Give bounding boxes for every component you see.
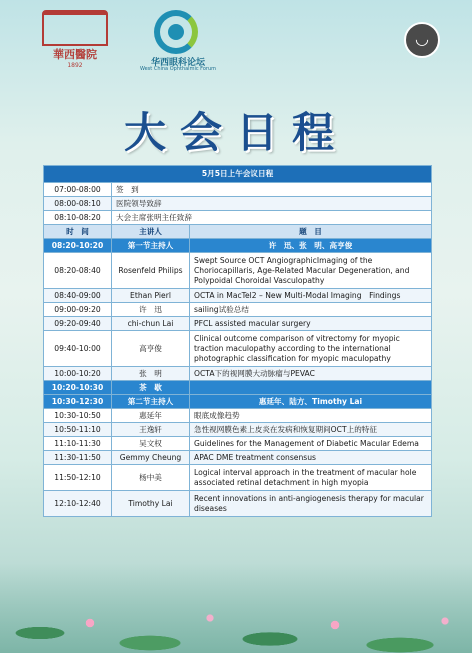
break-row	[44, 381, 432, 395]
time-cell: 08:00-08:10	[44, 197, 112, 211]
time-cell: 08:40-09:00	[44, 289, 112, 303]
time-cell: 12:10-12:40	[44, 491, 112, 517]
column-header-row	[44, 225, 432, 239]
page-title: 大会日程	[123, 108, 348, 157]
speaker-cell: 惠延年	[112, 409, 190, 423]
talk-row	[44, 289, 432, 303]
gate-emblem-icon	[42, 10, 108, 46]
speaker-cell: chi-chun Lai	[112, 317, 190, 331]
talk-row	[44, 253, 432, 289]
talk-row	[44, 465, 432, 491]
speaker-cell: 张 明	[112, 367, 190, 381]
time-cell: 10:30-10:50	[44, 409, 112, 423]
time-cell: 10:50-11:10	[44, 423, 112, 437]
time-cell: 07:00-08:00	[44, 183, 112, 197]
opening-item: 大会主席张明主任致辞	[112, 211, 432, 225]
time-cell: 08:10-08:20	[44, 211, 112, 225]
time-cell: 08:20-08:40	[44, 253, 112, 289]
speaker-cell: 王逸轩	[112, 423, 190, 437]
topic-cell: OCTA下的视网膜大动脉瘤与PEVAC	[190, 367, 432, 381]
break-empty	[190, 381, 432, 395]
table-header-row	[44, 166, 432, 183]
time-cell: 09:00-09:20	[44, 303, 112, 317]
time-cell: 11:10-11:30	[44, 437, 112, 451]
talk-row	[44, 317, 432, 331]
section-row	[44, 239, 432, 253]
topic-cell: APAC DME treatment consensus	[190, 451, 432, 465]
speaker-cell: Timothy Lai	[112, 491, 190, 517]
topic-cell: PFCL assisted macular surgery	[190, 317, 432, 331]
time-cell: 09:20-09:40	[44, 317, 112, 331]
time-cell: 11:30-11:50	[44, 451, 112, 465]
topic-cell: Guidelines for the Management of Diabetic Macular Edema	[190, 437, 432, 451]
forum-name-cn: 华西眼科论坛	[150, 58, 205, 68]
speaker-cell: Gemmy Cheung	[112, 451, 190, 465]
section-label: 第二节主持人	[112, 395, 190, 409]
section-row	[44, 395, 432, 409]
break-time: 10:20-10:30	[44, 381, 112, 395]
speaker-cell: 吴文权	[112, 437, 190, 451]
schedule-table	[43, 165, 432, 517]
section-label: 第一节主持人	[112, 239, 190, 253]
talk-row	[44, 451, 432, 465]
talk-row	[44, 437, 432, 451]
pupil-icon	[168, 24, 184, 40]
hospital-year: 1892	[67, 62, 83, 69]
opening-row	[44, 197, 432, 211]
topic-cell: 急性视网膜色素上皮炎在发病和恢复期间OCT上的特征	[190, 423, 432, 437]
time-cell: 11:50-12:10	[44, 465, 112, 491]
lotus-pond-decoration	[0, 563, 472, 653]
topic-cell: sailing试验总结	[190, 303, 432, 317]
speaker-cell: Ethan Pierl	[112, 289, 190, 303]
topic-cell: OCTA in MacTel2 – New Multi-Modal Imaging Findings	[190, 289, 432, 303]
break-label: 茶 歇	[112, 381, 190, 395]
section-hosts: 惠延年、陆方、Timothy Lai	[190, 395, 432, 409]
speaker-cell: 许 迅	[112, 303, 190, 317]
brand-circle-icon: ◡	[404, 22, 440, 58]
talk-row	[44, 367, 432, 381]
speaker-cell: Rosenfeld Philips	[112, 253, 190, 289]
topic-cell: Clinical outcome comparison of vitrectomy for myopic traction maculopathy according to the international photographic classification for myopic maculopathy	[190, 331, 432, 367]
opening-row	[44, 211, 432, 225]
talk-row	[44, 303, 432, 317]
column-header-speaker: 主讲人	[112, 225, 190, 239]
talk-row	[44, 331, 432, 367]
table-header: 5月5日上午会议日程	[44, 166, 432, 183]
section-hosts: 许 迅、张 明、高亨俊	[190, 239, 432, 253]
speaker-cell: 高亨俊	[112, 331, 190, 367]
section-time: 08:20-10:20	[44, 239, 112, 253]
west-china-hospital-logo	[38, 10, 112, 72]
opening-item: 医院领导致辞	[112, 197, 432, 211]
talk-row	[44, 491, 432, 517]
hospital-name: 華西醫院	[53, 48, 97, 61]
topic-cell: 眼底成像趋势	[190, 409, 432, 423]
topic-cell: Swept Source OCT AngiographicImaging of the Choriocapillaris, Age-Related Macular Degeneration, and Polypoidal Choroidal Vasculopathy	[190, 253, 432, 289]
section-time: 10:30-12:30	[44, 395, 112, 409]
topic-cell: Recent innovations in anti-angiogenesis therapy for macular diseases	[190, 491, 432, 517]
forum-name-en: West China Ophthalmic Forum	[139, 66, 217, 72]
topic-cell: Logical interval approach in the treatment of macular hole associated retinal detachment in high myopia	[190, 465, 432, 491]
column-header-time: 时 间	[44, 225, 112, 239]
time-cell: 10:00-10:20	[44, 367, 112, 381]
opening-row	[44, 183, 432, 197]
talk-row	[44, 409, 432, 423]
time-cell: 09:40-10:00	[44, 331, 112, 367]
column-header-topic: 题 目	[190, 225, 432, 239]
talk-row	[44, 423, 432, 437]
speaker-cell: 杨中美	[112, 465, 190, 491]
opening-item: 签 到	[112, 183, 432, 197]
forum-logo	[128, 10, 228, 72]
